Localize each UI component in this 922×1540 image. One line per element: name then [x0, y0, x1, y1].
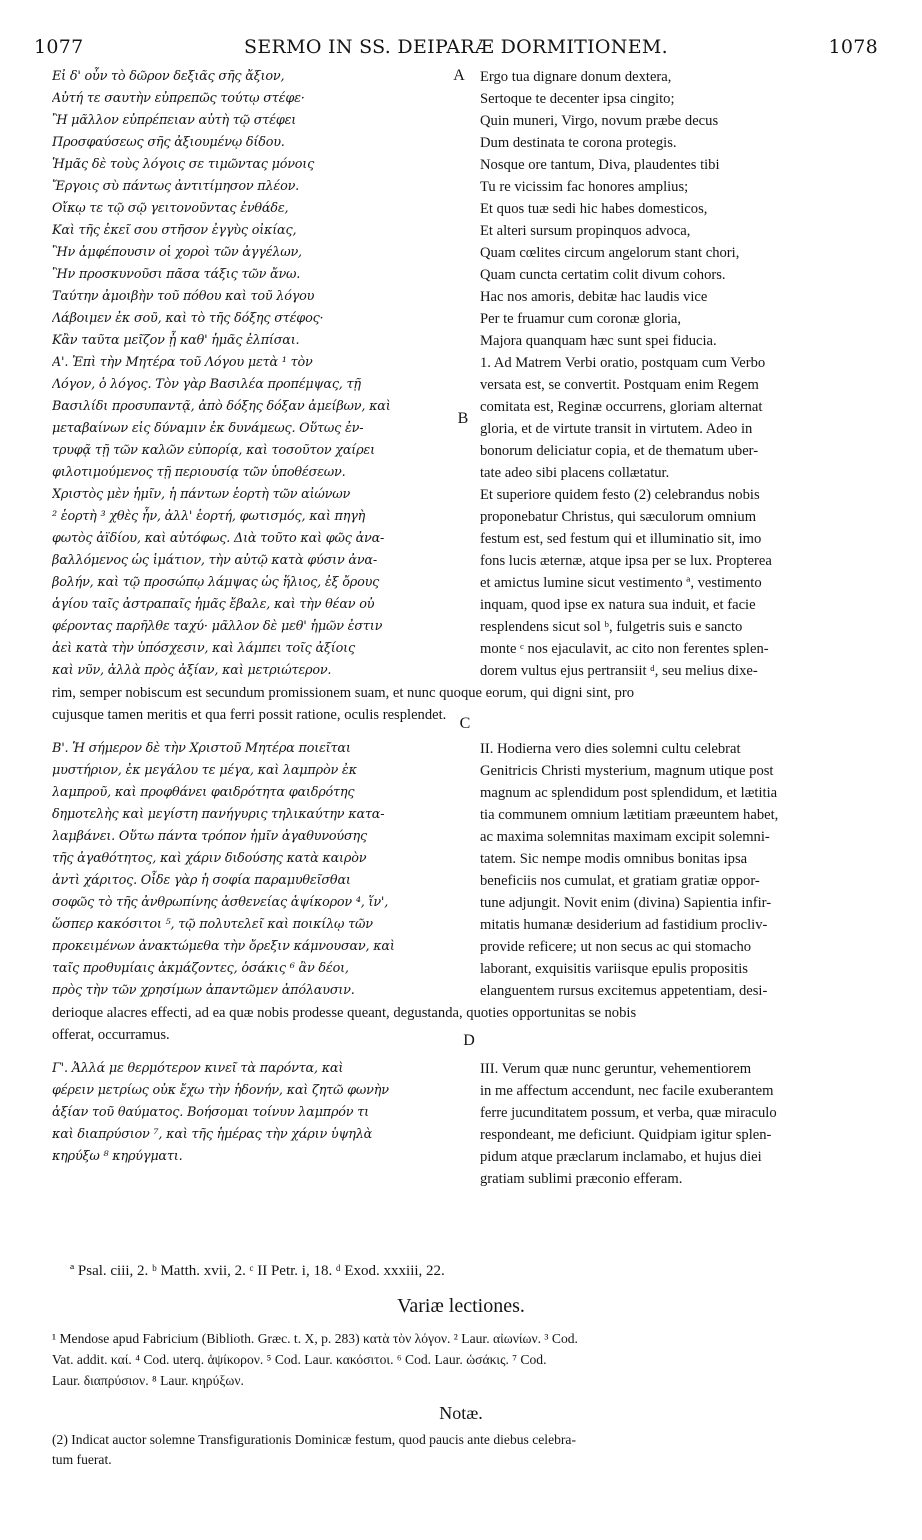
latin-line: II. Hodierna vero dies solemni cultu celebrat	[480, 741, 741, 757]
greek-line: σοφῶς τὸ τῆς ἀνθρωπίνης ἀσθενείας ἁψίκορον ⁴, ἵν',	[52, 895, 389, 910]
latin-line: Majora quanquam hæc sunt spei fiducia.	[480, 333, 717, 349]
greek-line: Ἣν προσκυνοῦσι πᾶσα τάξις τῶν ἄνω.	[52, 267, 301, 282]
note-line: tum fuerat.	[52, 1452, 112, 1467]
greek-line: μυστήριον, ἐκ μεγάλου τε μέγα, καὶ λαμπρὸν ἐκ	[52, 763, 357, 778]
greek-line: Καὶ τῆς ἐκεῖ σου στῆσον ἐγγὺς οἰκίας,	[52, 223, 297, 238]
latin-line: tune adjungit. Novit enim (divina) Sapientia infir-	[480, 895, 772, 911]
latin-line: magnum ac splendidum post splendidum, et lætitia	[480, 785, 778, 801]
greek-line: βολήν, καὶ τῷ προσώπῳ λάμψας ὡς ἥλιος, ἐξ ὄρους	[52, 575, 380, 590]
note-line: (2) Indicat auctor solemne Transfigurationis Dominicæ festum, quod paucis ante diebus celebra-	[52, 1432, 576, 1447]
latin-line: in me affectum accendunt, nec facile exuberantem	[480, 1083, 774, 1099]
latin-line: Quin muneri, Virgo, novum præbe decus	[480, 113, 719, 129]
greek-column-block-1	[52, 66, 460, 706]
latin-line: Quam cuncta certatim colit divum cohors.	[480, 267, 726, 283]
full-width-latin-block-2	[52, 1002, 887, 1048]
greek-line: Προσφαύσεως σῆς ἀξιουμένῳ δίδου.	[52, 135, 285, 150]
latin-line: pidum atque præclarum inclamabo, et hujus diei	[480, 1149, 762, 1165]
latin-line: Ergo tua dignare donum dextera,	[480, 69, 672, 85]
latin-line: festum est, sed festum qui et illuminatio sit, imo	[480, 531, 762, 547]
latin-line: fons lucis æternæ, atque ipsa per se lux. Propterea	[480, 553, 772, 569]
greek-line: ² ἑορτὴ ³ χθὲς ἦν, ἀλλ' ἑορτή, φωτισμός, καὶ πηγὴ	[52, 509, 366, 524]
latin-line: tia communem omnium lætitiam præeuntem habet,	[480, 807, 779, 823]
greek-line: ἀξίαν τοῦ θαύματος. Βοήσομαι τοίνυν λαμπρόν τι	[52, 1105, 369, 1120]
variae-lectiones-body	[52, 1328, 882, 1391]
greek-line: καὶ διαπρύσιον ⁷, καὶ τῆς ἡμέρας τὴν χάριν ὑψηλὰ	[52, 1127, 373, 1142]
latin-line: mitatis humanæ desiderium ad fastidium procliv-	[480, 917, 768, 933]
latin-line: proponebatur Christus, qui sæculorum omnium	[480, 509, 757, 525]
latin-line: provide reficere; ut non secus ac qui stomacho	[480, 939, 752, 955]
greek-line: ἀντὶ χάριτος. Οἶδε γὰρ ἡ σοφία παραμυθεῖσθαι	[52, 873, 351, 888]
page-number-right: 1078	[828, 36, 878, 58]
greek-line: πρὸς τὴν τῶν χρησίμων ἀπαντῶμεν ἀπόλαυσιν.	[52, 983, 355, 998]
greek-line: Γ'. Ἀλλά με θερμότερον κινεῖ τὰ παρόντα, καὶ	[52, 1061, 344, 1076]
greek-line: λαμπροῦ, καὶ προφθάνει φαιδρότητα φαιδρότης	[52, 785, 355, 800]
latin-line: III. Verum quæ nunc geruntur, vehementiorem	[480, 1061, 752, 1077]
latin-line: Et alteri sursum propinquos advoca,	[480, 223, 691, 239]
greek-column-block-3	[52, 1058, 460, 1198]
latin-line: tatem. Sic nempe modis omnibus bonitas ipsa	[480, 851, 748, 867]
greek-line: Ἢ μᾶλλον εὐπρέπειαν αὐτὴ τῷ στέφει	[52, 113, 297, 128]
latin-line: bonorum deliciatur copia, et de thematum uber-	[480, 443, 759, 459]
latin-line: monte ᶜ nos ejaculavit, ac cito non ferentes splen-	[480, 641, 769, 657]
full-width-latin-block-1	[52, 682, 887, 728]
latin-line: comitata est, Reginæ occurrens, gloriam alternat	[480, 399, 763, 415]
notae-heading: Notæ.	[439, 1403, 483, 1423]
latin-column-block-3	[480, 1058, 880, 1198]
latin-line: inquam, quod ipse ex natura sua induit, et facie	[480, 597, 756, 613]
greek-line: βαλλόμενος ὡς ἱμάτιον, τὴν αὐτῷ κατὰ φύσιν ἀνα-	[52, 553, 377, 568]
page-number-left: 1077	[34, 36, 84, 58]
latin-line: Et superiore quidem festo (2) celebrandus nobis	[480, 487, 760, 503]
latin-full-line: derioque alacres effecti, ad ea quæ nobis prodesse queant, degustanda, quoties opportunitas se nobis	[52, 1005, 637, 1021]
variant-reading-line: ¹ Mendose apud Fabricium (Biblioth. Græc. t. X, p. 283) κατὰ τὸν λόγον. ² Laur. αἰωνίων. ³ Cod.	[52, 1331, 578, 1346]
latin-line: Dum destinata te corona protegis.	[480, 135, 677, 151]
greek-line: ὥσπερ κακόσιτοι ⁵, τῷ πολυτελεῖ καὶ ποικίλῳ τῶν	[52, 917, 373, 932]
latin-line: versata est, se convertit. Postquam enim Regem	[480, 377, 759, 393]
greek-line: Α'. Ἐπὶ τὴν Μητέρα τοῦ Λόγου μετὰ ¹ τὸν	[52, 355, 313, 370]
latin-line: elanguentem rursus excitemus appetentiam, desi-	[480, 983, 768, 999]
greek-line: κηρύξω ⁸ κηρύγματι.	[52, 1149, 183, 1164]
greek-line: καὶ νῦν, ἀλλὰ πρὸς ἀξίαν, καὶ μετριώτερον.	[52, 663, 332, 678]
scripture-footnotes: ª Psal. ciii, 2. ᵇ Matth. xvii, 2. ᶜ II Petr. i, 18. ᵈ Exod. xxxiii, 22.	[70, 1263, 445, 1279]
latin-full-line: cujusque tamen meritis et qua ferri possit ratione, oculis resplendet.	[52, 707, 447, 723]
greek-line: λαμβάνει. Οὕτω πάντα τρόπον ἡμῖν ἀγαθυνούσης	[52, 829, 367, 844]
latin-line: Genitricis Christi mysterium, magnum utique post	[480, 763, 774, 779]
variant-reading-line: Vat. addit. καί. ⁴ Cod. uterq. ἁψίκορον. ⁵ Cod. Laur. κακόσιτοι. ⁶ Cod. Laur. ὡσάκις. ⁷ Cod.	[52, 1352, 547, 1367]
latin-line: Sertoque te decenter ipsa cingito;	[480, 91, 675, 107]
greek-line: φέρειν μετρίως οὐκ ἔχω τὴν ἡδονήν, καὶ ζητῶ φωνὴν	[52, 1083, 389, 1098]
latin-line: ac maxima solemnitas maximam excipit solemni-	[480, 829, 770, 845]
greek-line: Ἡμᾶς δὲ τοὺς λόγοις σε τιμῶντας μόνοις	[52, 157, 315, 172]
latin-line: resplendens sicut sol ᵇ, fulgetris suis e sancto	[480, 619, 743, 635]
greek-line: Οἴκῳ τε τῷ σῷ γειτονοῦντας ἐνθάδε,	[52, 201, 289, 216]
latin-line: dorem vultus ejus pertransiit ᵈ, seu melius dixe-	[480, 663, 758, 679]
greek-line: μεταβαίνων εἰς δύναμιν ἐκ δυνάμεως. Οὕτως ἐν-	[52, 421, 364, 436]
latin-line: 1. Ad Matrem Verbi oratio, postquam cum Verbo	[480, 355, 766, 371]
latin-column-block-2	[480, 738, 880, 1010]
greek-line: Ἣν ἀμφέπουσιν οἱ χοροὶ τῶν ἀγγέλων,	[52, 245, 302, 260]
greek-line: φιλοτιμούμενος τῇ περιουσίᾳ τῶν ὑποθέσεων.	[52, 465, 346, 480]
greek-line: ἀεὶ κατὰ τὴν ὑπόσχεσιν, καὶ λάμπει τοῖς ἀξίοις	[52, 641, 355, 656]
latin-line: et amictus lumine sicut vestimento ª, vestimento	[480, 575, 762, 591]
latin-line: gratiam sublimi præconio efferam.	[480, 1171, 683, 1187]
margin-marker-a: A	[453, 67, 465, 84]
variant-reading-line: Laur. διαπρύσιον. ⁸ Laur. κηρύξων.	[52, 1373, 244, 1388]
greek-line: Β'. Ἡ σήμερον δὲ τὴν Χριστοῦ Μητέρα ποιεῖται	[52, 741, 351, 756]
latin-line: laborant, exquisitis variisque epulis propositis	[480, 961, 748, 977]
greek-line: τῆς ἀγαθότητος, καὶ χάριν διδούσης κατὰ καιρὸν	[52, 851, 367, 866]
variae-lectiones-heading: Variæ lectiones.	[397, 1295, 525, 1317]
greek-line: φέροντας παρῆλθε ταχύ· μᾶλλον δὲ μεθ' ἡμῶν ἐστιν	[52, 619, 383, 634]
greek-line: προκειμένων ἀνακτώμεθα τὴν ὄρεξιν κάμνουσαν, καὶ	[52, 939, 395, 954]
greek-line: Αὐτή τε σαυτὴν εὐπρεπῶς τούτῳ στέφε·	[52, 91, 305, 106]
greek-line: Ταύτην ἀμοιβὴν τοῦ πόθου καὶ τοῦ λόγου	[52, 289, 315, 304]
greek-line: Ἔργοις σὺ πάντως ἀντιτίμησον πλέον.	[52, 179, 300, 194]
latin-line: respondeant, me deficiunt. Quidpiam igitur splen-	[480, 1127, 772, 1143]
latin-line: Hac nos amoris, debitæ hac laudis vice	[480, 289, 708, 305]
greek-line: ἁγίου ταῖς ἀστραπαῖς ἡμᾶς ἔβαλε, καὶ τὴν θέαν οὐ	[52, 597, 375, 612]
greek-line: Λάβοιμεν ἐκ σοῦ, καὶ τὸ τῆς δόξης στέφος·	[52, 311, 324, 326]
latin-line: beneficiis nos cumulat, et gratiam gratiæ oppor-	[480, 873, 760, 889]
notae-body	[52, 1430, 882, 1470]
greek-column-block-2	[52, 738, 460, 1010]
latin-full-line: rim, semper nobiscum est secundum promissionem suam, et nunc quoque eorum, qui digni sint, pro	[52, 685, 635, 701]
latin-full-line: offerat, occurramus.	[52, 1027, 170, 1043]
latin-line: tate adeo sibi placens collætatur.	[480, 465, 670, 481]
latin-line: ferre jucunditatem possum, et verba, quæ miraculo	[480, 1105, 777, 1121]
greek-line: τρυφᾷ τῇ τῶν καλῶν εὐπορίᾳ, καὶ τοσοῦτον χαίρει	[52, 443, 375, 458]
latin-line: Quam cœlites circum angelorum stant chori,	[480, 245, 740, 261]
greek-line: Χριστὸς μὲν ἡμῖν, ἡ πάντων ἑορτὴ τῶν αἰώνων	[52, 487, 351, 502]
page-header	[34, 36, 878, 60]
greek-line: φωτὸς ἀϊδίου, καὶ αὐτόφως. Διὰ τοῦτο καὶ φῶς ἀνα-	[52, 531, 385, 546]
latin-line: gloria, et de virtute transit in virtutem. Adeo in	[480, 421, 753, 437]
margin-marker-b: B	[457, 410, 469, 427]
latin-line: Nosque ore tantum, Diva, plaudentes tibi	[480, 157, 720, 173]
margin-marker-d: D	[463, 1032, 475, 1049]
greek-line: Λόγον, ὁ λόγος. Τὸν γὰρ Βασιλέα προπέμψας, τῇ	[52, 377, 361, 392]
latin-line: Et quos tuæ sedi hic habes domesticos,	[480, 201, 708, 217]
latin-line: Per te fruamur cum coronæ gloria,	[480, 311, 682, 327]
greek-line: ταῖς προθυμίαις ἀκμάζοντες, ὁσάκις ⁶ ἂν δέοι,	[52, 961, 349, 976]
greek-line: Εἰ δ' οὖν τὸ δῶρον δεξιᾶς σῆς ἄξιον,	[52, 69, 285, 84]
greek-line: Βασιλίδι προσυπαντᾷ, ἀπὸ δόξης δόξαν ἀμείβων, καὶ	[52, 399, 391, 414]
latin-column-block-1	[480, 66, 880, 706]
margin-marker-c: C	[459, 715, 471, 732]
latin-line: Tu re vicissim fac honores amplius;	[480, 179, 689, 195]
greek-line: Κἂν ταῦτα μεῖζον ᾖ καθ' ἡμᾶς ἐλπίσαι.	[52, 333, 300, 348]
greek-line: δημοτελὴς καὶ μεγίστη πανήγυρις τηλικαύτην κατα-	[52, 807, 385, 822]
running-title: SERMO IN SS. DEIPARÆ DORMITIONEM.	[244, 36, 668, 58]
